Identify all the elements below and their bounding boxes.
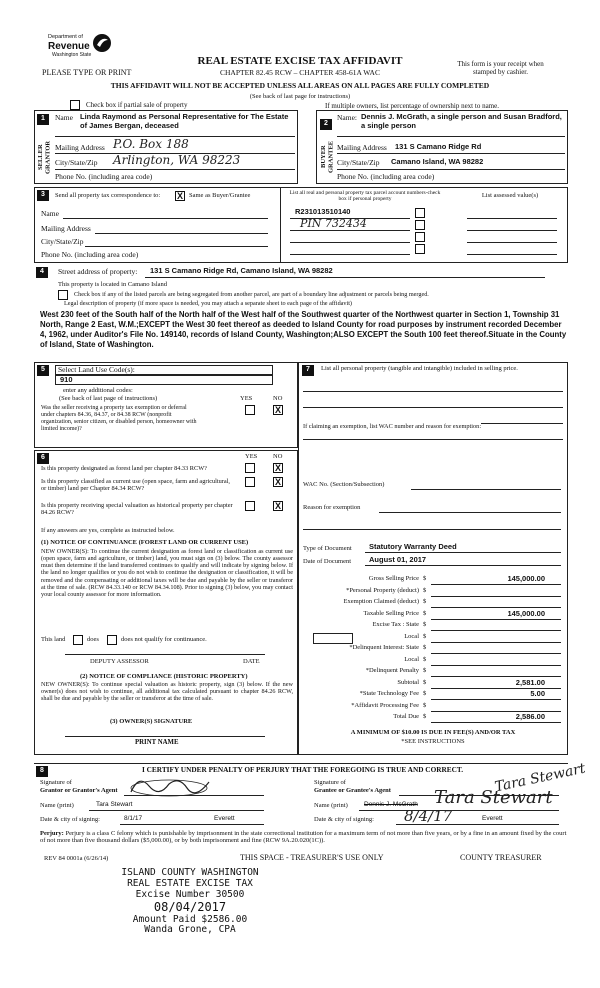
please-type: PLEASE TYPE OR PRINT [42,68,132,77]
section-5 [34,362,298,448]
tax-row-currency: $ [423,575,427,582]
segregated-label: Check box if any of the listed parcels are being segregated from another parcel, are part of a boundary line adjustment or parcels being merged. [74,291,429,298]
historic-yes-checkbox[interactable] [245,501,255,511]
stamp-line-1: ISLAND COUNTY WASHINGTON [121,867,259,878]
section-1-badge: 1 [37,114,49,125]
tax-row [299,656,567,667]
reason-label: Reason for exemption [303,504,361,511]
reason-line [379,512,561,513]
segregated-checkbox[interactable] [58,290,68,300]
assessed-line-3 [467,242,557,243]
logo-name: Revenue [48,41,90,52]
parcel-line-1 [290,218,410,219]
form-title: REAL ESTATE EXCISE TAX AFFIDAVIT [197,55,403,67]
land-use-label: Select Land Use Code(s): [58,365,135,374]
grantee-name[interactable]: Dennis J. McGrath [364,801,418,808]
grantee-signature-2: Tara Stewart [434,787,553,808]
treasurer-space: THIS SPACE - TREASURER'S USE ONLY [240,853,384,862]
tax-row-line [431,699,561,700]
wac-label: WAC No. (Section/Subsection) [303,481,385,488]
tax-row-line [431,630,561,631]
exemption-no-checkbox[interactable]: X [274,405,281,415]
tax-row-currency: $ [423,701,427,709]
tax-row [299,679,567,690]
pp-line-2 [303,407,563,408]
historic-question: Is this property receiving special valuation as historical property per chapter 84.26 RCW? [41,502,233,517]
grantee-date-label: Date & city of signing: [314,816,374,823]
forest-no-checkbox[interactable]: X [274,463,281,473]
seller-city[interactable]: Arlington, WA 98223 [113,153,241,167]
tax-row-label: *Personal Property (deduct) [346,586,419,594]
tax-row-label: Taxable Selling Price [363,609,419,617]
tax-row [299,667,567,678]
personal-property-label: List all personal property (tangible and intangible) included in selling price. [321,365,518,372]
tax-row-currency: $ [423,644,427,651]
logo-dept: Department of [48,34,83,40]
buyer-city-label: City/State/Zip [337,158,380,167]
buyer-section [316,110,568,184]
grantor-signature-scribble [129,772,219,798]
land-use-code: 910 [60,375,73,384]
doc-date[interactable]: August 01, 2017 [369,555,427,564]
partial-sale-label: Check box if partial sale of property [86,101,188,109]
wac-line [411,489,561,490]
see-back-5: (See back of last page of instructions) [59,395,158,402]
reason-line-2 [303,529,561,530]
section-5-badge: 5 [37,365,49,376]
assessed-line-2 [467,230,557,231]
grantee-signature: Tara Stewart [493,760,587,796]
street-address[interactable]: 131 S Camano Ridge Rd, Camano Island, WA 98282 [150,266,333,275]
logo-state: Washington State [52,52,92,58]
seller-section [34,110,298,184]
historic-no-checkbox[interactable]: X [274,501,281,511]
stamp [100,868,280,936]
exemption-claim-label: If claiming an exemption, list WAC number and reason for exemption: [303,423,482,430]
buyer-city[interactable]: Camano Island, WA 98282 [391,157,484,166]
tax-row [299,690,567,701]
tax-row-label: *State Technology Fee [359,690,419,697]
tax-row-label: Total Due [393,713,419,720]
this-land-label: This land [41,636,66,643]
tax-row-currency: $ [423,690,427,697]
deputy-assessor-label: DEPUTY ASSESSOR [90,658,149,665]
partial-sale-checkbox[interactable] [70,100,80,110]
grantee-date-line [396,824,559,825]
dor-logo [42,32,122,64]
perjury-notice [40,830,568,845]
tax-row-value[interactable]: 2,581.00 [515,677,545,687]
buyer-name[interactable]: Dennis J. McGrath, a single person and Susan Bradford, a single person [361,112,562,130]
parcel-line-2 [290,230,410,231]
tax-row-line [431,607,561,608]
parcel-number-2[interactable]: PIN 732434 [300,217,367,230]
grantee-city[interactable]: Everett [482,815,503,822]
tax-row-label: *Delinquent Penalty [365,667,419,674]
tax-row-currency: $ [423,713,427,720]
grantor-name-line [89,810,264,811]
date-label-6: DATE [243,658,260,665]
tax-row [299,575,567,586]
section-3-badge: 3 [37,190,49,201]
parcel-1-personal-checkbox[interactable] [415,208,425,218]
street-line [145,277,545,278]
seller-phone-label: Phone No. (including area code) [55,172,153,181]
tax-row-line [431,584,561,585]
send-correspondence-label: Send all property tax correspondence to: [55,192,161,199]
parcel-3-personal-checkbox[interactable] [415,232,425,242]
assessed-header: List assessed value(s) [481,192,539,199]
grantee-name-label: Name (print) [314,802,348,809]
section-7-badge: 7 [302,365,314,376]
legal-label: Legal description of property (if more space is needed, you may attach a separate sheet to each page of the affidavit) [64,300,352,307]
grantor-sig-label: Signature of [40,779,72,786]
land-use-code-box[interactable] [55,375,273,385]
tax-row-currency: $ [423,655,427,663]
tax-row-currency: $ [423,598,427,605]
seller-name[interactable]: Linda Raymond as Personal Representative for The Estate of James Bergan, deceased [80,112,289,130]
assessed-line-4 [467,254,557,255]
no-header-5: NO [273,395,283,402]
s3-city-line [85,246,268,247]
notice2-text: NEW OWNER(S): To continue special valuation as historic property, sign (3) below. If the new owner(s) does not wish to continue, all additional tax calculated pursuant to chapter 84.26 RCW, shall be due and payable by the seller or transferor at the time of sale. [41,681,293,703]
pp-line-1 [303,391,563,392]
pp-line-4 [303,439,563,440]
tax-row-value[interactable]: 145,000.00 [507,574,545,583]
doc-type-line [365,552,561,553]
if-yes-note: If any answers are yes, complete as instructed below. [41,527,175,534]
buyer-name-label: Name: [337,113,357,122]
tax-row-currency: $ [423,632,427,640]
tax-row-currency: $ [423,609,427,617]
stamp-line-2: REAL ESTATE EXCISE TAX [127,877,253,889]
see-back-note: (See back of last page for instructions) [249,93,351,100]
tax-row [299,713,567,724]
parcel-number-1[interactable]: R231013510140 [295,207,351,216]
current-use-yes-checkbox[interactable] [245,477,255,487]
tax-row [299,702,567,713]
tax-row-currency: $ [423,678,427,686]
tax-row-value[interactable]: 2,586.00 [515,712,545,721]
section-4-badge: 4 [36,267,48,278]
grantee-date[interactable]: 8/4/17 [404,807,453,825]
local-rate-box[interactable] [313,633,353,644]
tax-row-label: Local [404,655,419,663]
seller-name-label: Name [55,113,73,122]
s3-divider [280,188,281,262]
print-name-label: PRINT NAME [135,739,179,746]
doc-type[interactable]: Statutory Warranty Deed [369,542,457,551]
grantee-name-line [359,810,559,811]
stamp-line-4: 08/04/2017 [153,899,227,914]
s3-name-line [63,218,268,219]
certify-statement: I CERTIFY UNDER PENALTY OF PERJURY THAT THE FOREGOING IS TRUE AND CORRECT. [142,765,464,774]
minimum-note: A MINIMUM OF $10.00 IS DUE IN FEE(S) AND/OR TAX [350,729,516,736]
grantor-name-label: Name (print) [40,802,74,809]
s3-city-label: City/State/Zip [41,237,84,246]
section-2-badge: 2 [320,119,332,130]
grantee-sig-label: Signature of [314,779,346,786]
section-7 [298,362,568,755]
seller-city-line [55,169,295,170]
doc-type-label: Type of Document [303,545,352,552]
seller-mailing-label: Mailing Address [55,143,105,152]
notice2-title: (2) NOTICE OF COMPLIANCE (HISTORIC PROPERTY) [80,673,248,680]
multiple-owners-note: If multiple owners, list percentage of ownership next to name. [325,102,499,110]
s3-mailing-line [95,233,268,234]
tax-row [299,621,567,632]
tax-row-currency: $ [423,621,427,628]
does-not-label: does not qualify for continuance. [121,636,207,643]
tax-row-label: *Affidavit Processing Fee [351,701,419,709]
parcel-line-3 [290,242,410,243]
tax-row-line [431,596,561,597]
yes-header-5: YES [240,395,253,402]
exemption-question: Was the seller receiving a property tax exemption or deferral under chapters 84.36, 84.37, or 84.38 RCW (nonprofit organization, senior citizen, or disabled person, homeowner with limited income)? [41,405,197,432]
grantor-city[interactable]: Everett [214,815,235,822]
stamp-line-5: Amount Paid $2586.00 [132,913,248,925]
grantor-date-line [120,824,264,825]
buyer-name-line [337,136,565,137]
section-6 [34,450,298,755]
logo-swoosh-icon [92,32,112,54]
grantor-date-label: Date & city of signing: [40,816,100,823]
buyer-side-label: BUYER GRANTEE [320,140,335,174]
street-label: Street address of property: [58,267,138,276]
not-accepted-notice: THIS AFFIDAVIT WILL NOT BE ACCEPTED UNLESS ALL AREAS ON ALL PAGES ARE FULLY COMPLETED [110,81,490,90]
tax-row-label: Excise Tax : State [372,621,419,628]
stamp-line-6: Wanda Grone, CPA [144,924,236,936]
tax-row-currency: $ [423,667,427,674]
tax-row-line [431,722,561,723]
buyer-mailing-line [337,153,565,154]
forest-land-question: Is this property designated as forest land per chapter 84.33 RCW? [41,465,207,472]
tax-row [299,587,567,598]
tax-row-line [431,653,561,654]
tax-row [299,644,567,655]
s3-mailing-label: Mailing Address [41,224,91,233]
tax-row-line [431,642,561,643]
tax-row [299,610,567,621]
doc-date-label: Date of Document [303,558,352,565]
tax-row-line [431,619,561,620]
section-3 [34,187,568,263]
seller-mailing[interactable]: P.O. Box 188 [113,137,189,151]
tax-row-label: Gross Selling Price [368,575,419,582]
tax-row [299,598,567,609]
tax-row-value[interactable]: 5.00 [530,689,545,698]
rev-number: REV 84 0001a (6/26/14) [44,855,109,862]
grantor-name[interactable]: Tara Stewart [96,801,133,808]
tax-row-label: Local [404,632,419,640]
s3-name-label: Name [41,209,59,218]
section-8-badge: 8 [36,766,48,777]
assessor-sig-line [65,654,265,655]
notice1-text: NEW OWNER(S): To continue the current designation as forest land or classification as current use (open space, farm and agriculture, or timber) land, you must sign on (3) below. The county assessor must then determine if the land transferred continues to qualify and will indicate by signing below. If the land no longer qualifies or you do not wish to continue the designation or classification, it will be removed and the compensating or additional taxes will be due and payable by the seller or transferor at the time of sale. (RCW 84.33.140 or RCW 84.34.108). Prior to signing (3) below, you may contact your local county assessor for more information. [41,548,293,598]
grantor-date[interactable]: 8/1/17 [124,815,143,822]
grantor-agent-label: Grantor or Grantor's Agent [40,787,118,794]
land-does-not-checkbox[interactable] [107,635,117,645]
land-does-checkbox[interactable] [73,635,83,645]
section-8 [34,760,587,828]
exemption-yes-checkbox[interactable] [245,405,255,415]
buyer-mailing[interactable]: 131 S Camano Ridge Rd [395,142,482,151]
tax-row-line [431,676,561,677]
tax-row-currency: $ [423,586,427,594]
grantee-agent-label: Grantee or Grantee's Agent [314,787,391,794]
no-header-6: NO [273,453,283,460]
county-treasurer: COUNTY TREASURER [460,853,542,862]
land-use-box [55,365,273,375]
buyer-phone-label: Phone No. (including area code) [337,172,435,181]
tax-row-label: *Delinquent Interest: State [349,644,419,651]
current-use-question: Is this property classified as current use (open space, farm and agricultural, or timber) land per Chapter 84.34 RCW? [41,478,231,493]
legal-description[interactable]: West 230 feet of the South half of the North half of the West half of the Southwest quarter of the Northwest quarter in Section 1, Township 31 North, Range 2 East, W.M.;EXCEPT the West 30 feet thereof as deeded to Island County for road purposes by instrument recorded December 4, 1962, under Auditor's File No. 149140, records of Island County, Washington;ALSO EXCEPT the South 100 feet thereof.Situate in the County of Island, State of Washington. [40,310,567,350]
buyer-mailing-label: Mailing Address [337,143,387,152]
section-6-badge: 6 [37,453,49,464]
notice1-title: (1) NOTICE OF CONTINUANCE (FOREST LAND OR CURRENT USE) [41,539,249,546]
current-use-no-checkbox[interactable]: X [274,477,281,487]
perjury-text: Perjury is a class C felony which is punishable by imprisonment in the state correctional institution for a maximum term of not more than five years, or by a fine in an amount fixed by the court of not more than five thousand dollars ($5,000.00), or by both imprisonment and fine (RCW 9A.20.020(1C)). [40,830,567,845]
receipt-note: This form is your receipt when stamped by cashier. [457,60,544,77]
seller-side-label: SELLER GRANTOR [37,140,52,174]
s3-phone-label: Phone No. (including area code) [41,250,139,259]
owner-signature-label: (3) OWNER(S) SIGNATURE [110,718,193,725]
perjury-label: Perjury: [40,830,64,837]
doc-date-line [365,565,561,566]
buyer-city-line [337,169,565,170]
parcel-4-personal-checkbox[interactable] [415,244,425,254]
parcel-2-personal-checkbox[interactable] [415,220,425,230]
owner-sig-line [65,736,265,737]
tax-row-label: Subtotal [397,678,419,686]
forest-yes-checkbox[interactable] [245,463,255,473]
stamp-line-3: Excise Number 30500 [135,888,245,900]
seller-city-label: City/State/Zip [55,158,98,167]
yes-header-6: YES [245,453,258,460]
chapter-ref: CHAPTER 82.45 RCW – CHAPTER 458-61A WAC [220,68,380,77]
same-as-buyer-label: Same as Buyer/Grantee [189,192,251,199]
tax-row-label: Exemption Claimed (deduct) [343,598,419,605]
tax-row-line [431,665,561,666]
parcel-header: List all real and personal property tax parcel account numbers-check box if personal property [289,190,441,203]
additional-codes: enter any additional codes: [63,387,133,394]
does-label: does [87,636,99,643]
parcel-line-4 [290,254,410,255]
tax-row-value[interactable]: 145,000.00 [507,608,545,618]
same-as-buyer-checkbox[interactable]: X [176,191,183,201]
see-instructions: *SEE INSTRUCTIONS [401,738,465,745]
located-in: This property is located in Camano Island [58,281,168,288]
assessed-line-1 [467,218,557,219]
